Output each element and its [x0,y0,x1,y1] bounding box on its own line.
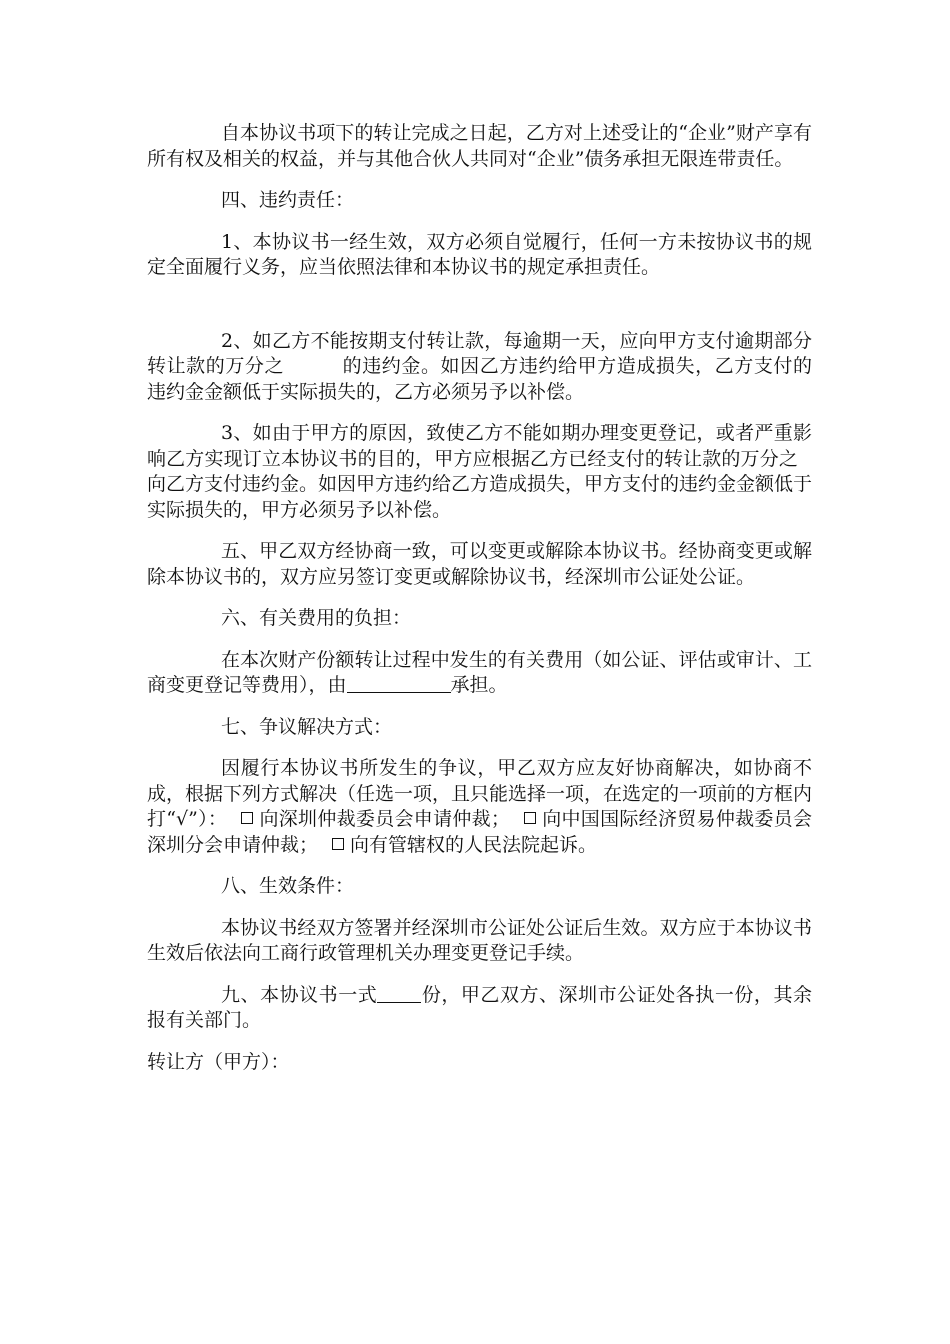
copies-blank[interactable] [377,984,421,1003]
section-8-heading: 八、生效条件： [221,875,355,897]
section-5: 五、甲乙双方经协商一致，可以变更或解除本协议书。经协商变更或解除本协议书的，双方应另签订变更或解除协议书，经深圳市公证处公证。 [147,540,812,588]
section-7-paragraph [147,756,812,858]
section-4-clause-2 [147,329,812,406]
transferor-signature-label: 转让方（甲方）： [147,1050,290,1073]
section-6-paragraph [147,648,812,699]
option-court: 向有管辖权的人民法院起诉。 [350,833,598,856]
fee-payer-blank[interactable] [347,674,451,693]
section-4-clause-1: 1、本协议书一经生效，双方必须自觉履行，任何一方未按协议书的规定全面履行义务，应当依照法律和本协议书的规定承担责任。 [147,230,812,278]
section-4-clause-3 [147,421,812,523]
section-4-heading: 四、违约责任： [221,189,355,211]
clause-3-text-b: 向乙方支付违约金。如因甲方违约给乙方造成损失，甲方支付的违约金金额低于实际损失的，甲方必须另予以补偿。 [147,473,813,521]
dispute-text: 因履行本协议书所发生的争议，甲乙双方应友好协商解决，如协商不成，根据下列方式解决（任选一项，且只能选择一项，在选定的一项前的方框内打“√”）： [147,757,813,830]
fees-text-b: 承担。 [450,674,508,696]
clause-2-text-b: 的违约金。如因乙方违约给甲方造成损失，乙方支付的违约金金额低于实际损失的，乙方必须另予以补偿。 [147,355,812,403]
section-8-paragraph: 本协议书经双方签署并经深圳市公证处公证后生效。双方应于本协议书生效后依法向工商行政管理机关办理变更登记手续。 [147,916,812,964]
checkbox-shenzhen-arbitration[interactable] [241,812,253,824]
section-6-heading: 六、有关费用的负担： [221,607,412,629]
paragraph-ownership-transfer: 自本协议书项下的转让完成之日起，乙方对上述受让的“企业”财产享有所有权及相关的权益，并与其他合伙人共同对“企业”债务承担无限连带责任。 [147,122,812,170]
fees-text-a: 在本次财产份额转让过程中发生的有关费用（如公证、评估或审计、工商变更登记等费用），由 [147,648,812,696]
checkbox-cietac-shenzhen[interactable] [524,812,536,824]
document-body [147,121,812,1075]
copies-text-a: 九、本协议书一式 [221,983,378,1006]
clause-2-text-a: 2、如乙方不能按期支付转让款，每逾期一天，应向甲方支付逾期部分转让款的万分之 [147,329,812,377]
section-7-heading: 七、争议解决方式： [221,715,393,738]
section-9 [147,983,812,1034]
clause-3-text-a: 3、如由于甲方的原因，致使乙方不能如期办理变更登记，或者严重影响乙方实现订立本协议书的目的，甲方应根据乙方已经支付的转让款的万分之 [147,422,812,470]
copies-text-b: 份，甲乙双方、深圳市公证处各执一份，其余报有关部门。 [147,983,812,1031]
checkbox-court[interactable] [332,838,344,850]
option-shenzhen-arbitration: 向深圳仲裁委员会申请仲裁； [259,808,510,830]
option-cietac-shenzhen: 向中国国际经济贸易仲裁委员会深圳分会申请仲裁； [147,808,812,856]
